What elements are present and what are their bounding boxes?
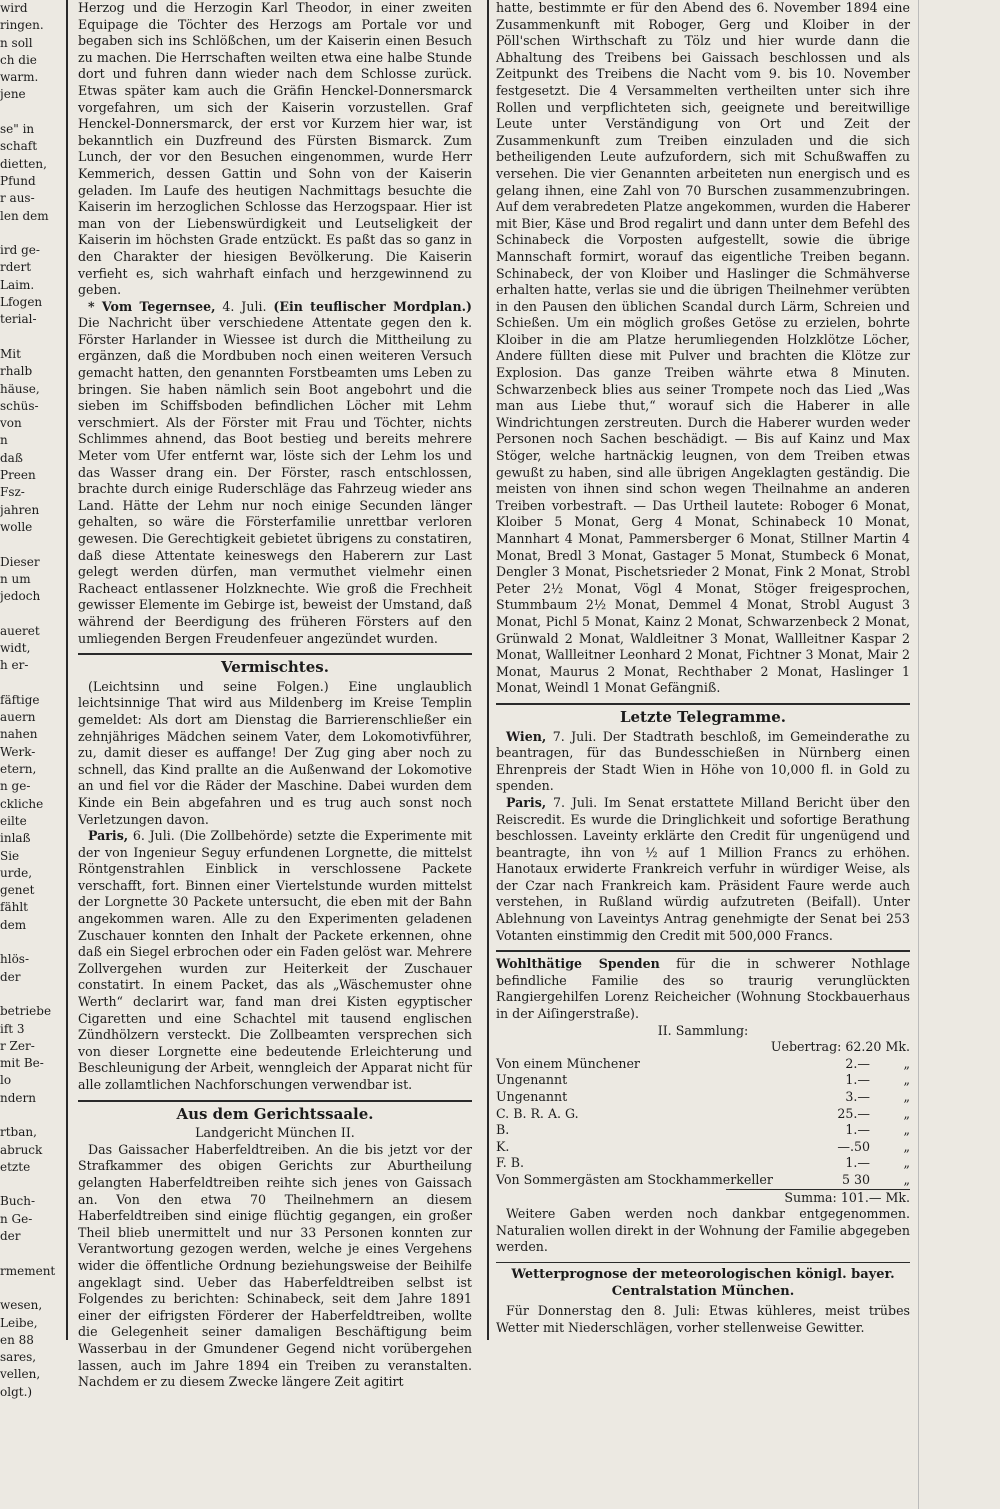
fragment-line bbox=[0, 1280, 58, 1297]
ditto-mark: „ bbox=[903, 1122, 910, 1138]
fragment-line: ift 3 bbox=[0, 1021, 25, 1036]
dateline: Paris, bbox=[506, 794, 547, 810]
fragment-line: etern, bbox=[0, 762, 37, 777]
currency-unit: Mk. bbox=[885, 1189, 910, 1205]
fragment-line: Dieser bbox=[0, 554, 40, 569]
donation-note: Weitere Gaben werden noch dankbar entgegenommen. Naturalien wollen direkt in der Wohnung der Familie abgegeben werden. bbox=[496, 1206, 910, 1255]
fragment-line: häuse, bbox=[0, 381, 40, 396]
fragment-line: n bbox=[0, 433, 8, 448]
fragment-line: schaft bbox=[0, 139, 38, 154]
fragment-line: vellen, bbox=[0, 1367, 41, 1382]
donation-appeal bbox=[496, 956, 910, 1022]
dateline: Wien, bbox=[506, 728, 547, 744]
fragment-line: dem bbox=[0, 917, 27, 932]
fragment-line: Werk- bbox=[0, 744, 36, 759]
fragment-line: Mit bbox=[0, 346, 21, 361]
telegram bbox=[496, 795, 910, 944]
collection-title: II. Sammlung: bbox=[657, 1022, 749, 1038]
donation-amount: 2.— bbox=[845, 1055, 870, 1071]
fragment-line: rhalb bbox=[0, 364, 33, 379]
donation-amount: 1.— bbox=[845, 1072, 870, 1088]
fragment-line: hlös- bbox=[0, 952, 30, 967]
donation-row bbox=[496, 1139, 910, 1156]
fragment-line: der bbox=[0, 1229, 21, 1244]
fragment-line bbox=[0, 675, 58, 692]
section-divider bbox=[496, 703, 910, 705]
fragment-line: fäftige bbox=[0, 692, 40, 707]
dateline: Paris, bbox=[88, 828, 129, 844]
donation-amount: —.50 bbox=[837, 1138, 870, 1154]
fragment-line: ch die bbox=[0, 52, 37, 67]
section-heading: Vermischtes. bbox=[221, 658, 329, 677]
fragment-line: ringen. bbox=[0, 18, 44, 33]
fragment-line: eilte bbox=[0, 813, 27, 828]
section-heading: Letzte Telegramme. bbox=[619, 707, 787, 726]
fragment-line: der bbox=[0, 969, 21, 984]
fragment-line: nahen bbox=[0, 727, 38, 742]
weather-forecast: Für Donnerstag den 8. Juli: Etwas kühleres, meist trübes Wetter mit Niederschlägen, vorher stellenweise Gewitter. bbox=[496, 1303, 910, 1335]
section-divider bbox=[496, 950, 910, 952]
fragment-line: schüs- bbox=[0, 398, 39, 413]
fragment-line: rmement bbox=[0, 1263, 56, 1278]
fragment-line: en 88 bbox=[0, 1332, 34, 1347]
donation-amount: 1.— bbox=[845, 1122, 870, 1138]
ditto-mark: „ bbox=[903, 1105, 910, 1121]
fragment-line: etzte bbox=[0, 1159, 31, 1174]
ditto-mark: „ bbox=[903, 1138, 910, 1154]
section-divider bbox=[78, 1100, 472, 1102]
donation-text: für die in schwerer Nothlage befindliche Familie des so traurig verunglückten Rangiergehilfen Lorenz Reicheicher (Wohnung Stockbauerhaus in der Aiſingerstraße). bbox=[496, 956, 910, 1022]
ditto-mark: „ bbox=[903, 1072, 910, 1088]
ditto-mark: „ bbox=[903, 1055, 910, 1071]
fragment-line: warm. bbox=[0, 70, 39, 85]
section-divider bbox=[78, 653, 472, 655]
fragment-line: n ge- bbox=[0, 779, 31, 794]
fragment-line: Laim. bbox=[0, 277, 35, 292]
article-paragraph: Das Gaissacher Haberfeldtreiben. An die bis jetzt vor der Strafkammer des obigen Gerichts zur Aburtheilung gelangten Haberfeldtreiben reihte sich jenes von Gaissach an. Von den etwa 70 Theilnehmern an diesem Haberfeldtreiben sind einige flüchtig gegangen, ein großer Theil blieb unermittelt und nur 33 Personen konnten zur Verantwortung gezogen werden, welche je eines Vergehens wider die öffentliche Ordnung beziehungsweise der Beihilfe angeklagt sind. Ueber das Haberfeldtreiben selbst ist Folgendes zu berichten: Schinabeck, seit dem Jahre 1891 einer der eifrigsten Förderer der Haberfeldtreiben, wollte die Gelegenheit seiner damaligen Beschäftigung beim Wasserbau in der Gmundener Gegend nicht vorübergehen lassen, auch im Jahre 1894 ein Treiben zu veranstalten. Nachdem er zu diesem Zwecke längere Zeit agitirt bbox=[78, 1141, 472, 1390]
donation-amount: 3.— bbox=[845, 1089, 870, 1104]
telegram bbox=[496, 729, 910, 795]
article-paragraph: hatte, bestimmte er für den Abend des 6. November 1894 eine Zusammenkunft mit Roboger, Gerg und Kloiber in der Pöll'schen Wirthschaft zu Tölz und hier wurde dann die Abhaltung des Treibens bei Gaissach beschlossen und als Zeitpunkt des Treibens die Nacht vom 9. bis 10. November festgesetzt. Die 4 Versammelten vertheilten unter sich ihre Rollen und verpflichteten sich, geeignete und bereitwillige Leute unter Verständigung von Ort und Zeit der Zusammenkunft zum Treiben einzuladen und die sich betheiligenden Leute aufzufordern, sich mit Schußwaffen zu versehen. Die vier Genannten arbeiteten nun energisch und es gelang ihnen, eine Zahl von 70 Burschen zusammenzubringen. Auf dem verabredeten Platze angekommen, wurden die Haberer mit Bier, Käse und Brod regalirt und dann unter dem Befehl des Schinabeck die Vorposten aufgestellt, sowie die übrige Mannschaft formirt, worauf das eigentliche Treiben begann. Schinabeck, der von Kloiber und Haslinger die Schmähverse erhalten hatte, verlas sie und die übrigen Theilnehmer verübten in den Pausen den üblichen Scandal durch Lärm, Schreien und Schießen. Um ein möglich großes Getöse zu erzielen, bohrte Kloiber in die am Platze herumliegenden Holzklötze Löcher, Andere füllten diese mit Pulver und brachten die Klötze zur Explosion. Das ganze Treiben währte etwa 8 Minuten. Schwarzenbeck blies aus seiner Trompete noch das Lied „Was man aus Liebe thut,“ worauf sich die Haberer in alle Windrichtungen zerstreuten. Durch die Haberer wurden weder Personen noch Sachen beschädigt. — Bis auf Kainz und Max Stöger, welche hartnäckig leugnen, von dem Treiben etwas gewußt zu haben, sind alle übrigen Angeklagten geständig. Die meisten von ihnen sind schon wegen Theilnahme an anderen Treiben vorbestraft. — Das Urtheil lautete: Roboger 6 Monat, Kloiber 5 Monat, Gerg 4 Monat, Schinabeck 10 Monat, Mannhart 4 Monat, Pammersberger 6 Monat, Stillner Martin 4 Monat, Bredl 3 Monat, Gastager 5 Monat, Stumbeck 6 Monat, Dengler 3 Monat, Pischetsrieder 2 Monat, Fink 2 Monat, Strobl Peter 2½ Monat, Vögl 4 Monat, Stöger freigesprochen, Stummbaum 2½ Monat, Demmel 4 Monat, Strobl August 3 Monat, Pichl 5 Monat, Kainz 2 Monat, Schwarzenbeck 2 Monat, Grünwald 2 Monat, Waldleitner 3 Monat, Wallleitner Kaspar 2 Monat, Wallleitner Leonhard 2 Monat, Fichtner 3 Monat, Mair 2 Monat, Maurus 2 Monat, Rechthaber 2 Monat, Haslinger 1 Monat, Weindl 1 Monat Gefängniß. bbox=[496, 0, 910, 696]
donation-row bbox=[496, 1056, 910, 1073]
fragment-line: rtban, bbox=[0, 1125, 37, 1140]
fragment-line: Fsz- bbox=[0, 485, 25, 500]
weather-heading: Wetterprognose der meteorologischen königl. bayer. Centralstation München. bbox=[511, 1266, 895, 1299]
fragment-line bbox=[0, 104, 58, 121]
donor-name: Von einem Münchener bbox=[496, 1055, 640, 1071]
fragment-line: inlaß bbox=[0, 831, 31, 846]
donor-name: F. B. bbox=[496, 1155, 525, 1171]
donor-name: Ungenannt bbox=[496, 1072, 568, 1088]
total-line bbox=[726, 1189, 910, 1207]
fragment-line: n soll bbox=[0, 35, 33, 50]
total-amount: 101.— bbox=[840, 1189, 882, 1205]
fragment-line: n Ge- bbox=[0, 1211, 33, 1226]
fragment-line: r aus- bbox=[0, 191, 35, 206]
middle-column bbox=[78, 0, 472, 1391]
dateline: * Vom Tegernsee, bbox=[88, 298, 216, 314]
left-column-fragments bbox=[0, 0, 58, 1401]
donation-row bbox=[496, 1072, 910, 1089]
telegram-body: 7. Juli. Der Stadtrath beschloß, im Gemeinderathe zu beantragen, für das Bundesschießen in Nürnberg einen Ehrenpreis der Stadt Wien in Höhe von 10,000 fl. in Gold zu spenden. bbox=[496, 728, 910, 794]
fragment-line: widt, bbox=[0, 640, 31, 655]
fragment-line: n um bbox=[0, 571, 31, 586]
article-paragraph bbox=[78, 828, 472, 1094]
total-label: Summa: bbox=[784, 1189, 837, 1205]
fragment-line: Lfogen bbox=[0, 295, 43, 310]
date: 4. Juli. bbox=[222, 298, 267, 314]
right-column bbox=[496, 0, 910, 1336]
fragment-line: wird bbox=[0, 1, 28, 15]
donor-name: Ungenannt bbox=[496, 1089, 568, 1104]
fragment-line bbox=[0, 1176, 58, 1193]
article-paragraph bbox=[78, 299, 472, 647]
fragment-line: olgt.) bbox=[0, 1384, 33, 1399]
donor-name: K. bbox=[496, 1138, 510, 1154]
fragment-line: abruck bbox=[0, 1142, 43, 1157]
section-divider bbox=[496, 1262, 910, 1263]
article-paragraph: (Leichtsinn und seine Folgen.) Eine unglaublich leichtsinnige That wird aus Mildenberg im Kreise Templin gemeldet: Als dort am Dienstag die Barrierenschließer ein zehnjähriges Mädchen seinem Vater, dem Lokomotivführer, zu, damit dieser es auffange! Der Zug ging aber noch zu schnell, das Kind prallte an die Außenwand der Lokomotive an und fiel vor die Räder der Maschine. Dabei wurden dem Kinde ein Bein abgefahren und es trug auch sonst noch Verletzungen davon. bbox=[78, 678, 472, 827]
column-rule bbox=[66, 0, 68, 1340]
fragment-line: r Zer- bbox=[0, 1038, 35, 1053]
fragment-line: von bbox=[0, 416, 22, 431]
column-rule bbox=[487, 0, 489, 1340]
fragment-line: rdert bbox=[0, 260, 32, 275]
article-body: 6. Juli. (Die Zollbehörde) setzte die Experimente mit der von Ingenieur Seguy erfundenen Lorgnette, die mittelst Röntgenstrahlen Einblick in verschlossene Packete verschafft, fort. Binnen einer Viertelstunde wurden mittelst der Lorgnette 30 Packete untersucht, die eben mit der Bahn angekommen waren. Alle zu den Experimenten geladenen Zuschauer konnten den Inhalt der Packete erkennen, ohne daß ein Siegel erbrochen oder ein Faden gelöst war. Mehrere Zollvergehen wurden zur Heiterkeit der Zuschauer constatirt. In einem Packet, das als „Wäschemuster ohne Werth“ declarirt war, fand man drei Kisten egyptischer Cigaretten und eine Schachtel mit tausend englischen Zündhölzern versteckt. Die Zollbeamten versprechen sich von dieser Lorgnette eine bedeutende Erleichterung und Beschleunigung der Arbeit, wenngleich der Apparat nicht für alle zollamtlichen Nachforschungen verwendbar ist. bbox=[78, 828, 472, 1092]
donor-name: C. B. R. A. G. bbox=[496, 1105, 579, 1121]
fragment-line: jahren bbox=[0, 502, 40, 517]
fragment-line bbox=[0, 934, 58, 951]
donation-row bbox=[496, 1155, 910, 1172]
donor-name: Von Sommergästen am Stockhammerkeller bbox=[496, 1171, 773, 1187]
fragment-line: genet bbox=[0, 883, 35, 898]
ditto-mark: „ bbox=[903, 1089, 910, 1104]
fragment-line: mit Be- bbox=[0, 1056, 44, 1071]
fragment-line: aueret bbox=[0, 623, 40, 638]
ditto-mark: „ bbox=[903, 1171, 910, 1187]
fragment-line bbox=[0, 329, 58, 346]
fragment-line bbox=[0, 536, 58, 553]
fragment-line: fählt bbox=[0, 900, 28, 915]
fragment-line: h er- bbox=[0, 658, 29, 673]
fragment-line: betriebe bbox=[0, 1004, 52, 1019]
fragment-line: ird ge- bbox=[0, 243, 40, 258]
fragment-line bbox=[0, 225, 58, 242]
carryover-line bbox=[496, 1039, 910, 1056]
fragment-line: jedoch bbox=[0, 589, 41, 604]
fragment-line: Leibe, bbox=[0, 1315, 38, 1330]
fragment-line: terial- bbox=[0, 312, 37, 327]
fragment-line: dietten, bbox=[0, 156, 47, 171]
telegram-body: 7. Juli. Im Senat erstattete Milland Bericht über den Reiscredit. Es wurde die Dringlichkeit und sofortige Berathung beschlossen. Laveinty erklärte den Credit für ungenügend und beantragte, ihn von ½ auf 1 Million Francs zu erhöhen. Hanotaux erwiderte Frankreich verfuhr in würdiger Weise, als der Czar nach Frankreich kam. Präsident Faure werde auch verstehen, in Rußland würdig aufzutreten (Beifall). Unter Ablehnung von Laveintys Antrag genehmigte der Senat bei 253 Votanten einstimmig den Credit mit 500,000 Francs. bbox=[496, 794, 910, 943]
fragment-line bbox=[0, 605, 58, 622]
donation-amount: 5 30 bbox=[841, 1171, 870, 1187]
fragment-line: sares, bbox=[0, 1350, 37, 1365]
donation-row bbox=[496, 1106, 910, 1123]
article-body: Die Nachricht über verschiedene Attentate gegen den k. Förster Harlander in Wiessee ist durch die Mittheilung zu ergänzen, daß die Mordbuben noch einen weiteren Versuch gemacht hatten, den genannten Forstbeamten ums Leben zu bringen. Sie haben nämlich sein Boot angebohrt und die sieben im Schiffsboden befindlichen Löcher mit Lehm verschmiert. Als der Förster mit Frau und Töchter, nichts Schlimmes ahnend, das Boot bestieg und bereits mehrere Meter vom Ufer entfernt war, löste sich der Lehm los und das Wasser drang ein. Der Förster, rasch entschlossen, brachte durch einige Ruderschläge das Fahrzeug wieder ans Land. Hätte der Lehm nur noch einige Secunden länger gehalten, so wäre die Försterfamilie unrettbar verloren gewesen. Die Gerechtigkeit gebietet übrigens zu constatiren, daß diese Attentate keineswegs den Haberern zur Last gelegt werden dürfen, man vermuthet vielmehr einen Racheact entlassener Holzknechte. Wie groß die Frechheit gewisser Elemente im Gebirge ist, beweist der Umstand, daß während der Beerdigung des früheren Försters auf den umliegenden Bergen Freudenfeuer angezündet wurden. bbox=[78, 315, 472, 646]
donation-table bbox=[496, 1056, 910, 1189]
fragment-line: auern bbox=[0, 710, 36, 725]
donation-row bbox=[496, 1089, 910, 1106]
donation-row bbox=[496, 1172, 910, 1189]
fragment-line bbox=[0, 1107, 58, 1124]
donor-name: B. bbox=[496, 1122, 510, 1138]
currency-unit: Mk. bbox=[885, 1039, 910, 1055]
fragment-line: jene bbox=[0, 87, 26, 102]
ditto-mark: „ bbox=[903, 1155, 910, 1171]
fragment-line: Preen bbox=[0, 468, 36, 483]
fragment-line: Buch- bbox=[0, 1194, 36, 1209]
donation-amount: 1.— bbox=[845, 1155, 870, 1171]
fragment-line: daß bbox=[0, 450, 23, 465]
fragment-line bbox=[0, 1245, 58, 1262]
fragment-line: lo bbox=[0, 1073, 12, 1088]
donation-row bbox=[496, 1122, 910, 1139]
fragment-line bbox=[0, 986, 58, 1003]
donation-heading: Wohlthätige Spenden bbox=[496, 956, 660, 972]
section-subheading: Landgericht München II. bbox=[195, 1125, 355, 1141]
fragment-line: ckliche bbox=[0, 796, 44, 811]
fragment-line: ndern bbox=[0, 1090, 36, 1105]
fragment-line: wesen, bbox=[0, 1298, 43, 1313]
page-edge bbox=[918, 0, 919, 1509]
article-title: (Ein teuflischer Mordplan.) bbox=[273, 298, 472, 314]
fragment-line: len dem bbox=[0, 208, 49, 223]
carryover-amount: 62.20 bbox=[845, 1039, 882, 1055]
article-paragraph: Herzog und die Herzogin Karl Theodor, in einer zweiten Equipage die Töchter des Herzogs am Portale vor und begaben sich ins Schlößchen, um der Kaiserin einen Besuch zu machen. Die Herrschaften weilten etwa eine halbe Stunde dort und fuhren dann wieder nach dem Schlosse zurück. Etwas später kam auch die Gräfin Henckel-Donnersmarck vorgefahren, um sich der Kaiserin vorzustellen. Graf Henckel-Donnersmarck, der erst vor Kurzem hier war, ist bekanntlich ein Duzfreund des Fürsten Bismarck. Zum Lunch, der vor den Besuchen eingenommen, wurde Herr Kemmerich, dessen Gattin und Sohn von der Kaiserin geladen. Im Laufe des heutigen Nachmittags besuchte die Kaiserin im herzoglichen Schlosse das Herzogspaar. Hier ist man von der Liebenswürdigkeit und Leutseligkeit der Kaiserin im höchsten Grade entzückt. Es paßt das so ganz in den Charakter der hiesigen Bevölkerung. Die Kaiserin verfieht es, sich wahrhaft einfach und herzgewinnend zu geben. bbox=[78, 0, 472, 298]
fragment-line: se" in bbox=[0, 122, 35, 137]
fragment-line: Pfund bbox=[0, 173, 36, 188]
fragment-line: wolle bbox=[0, 519, 33, 534]
section-heading: Aus dem Gerichtssaale. bbox=[176, 1104, 374, 1123]
donation-amount: 25.— bbox=[837, 1105, 870, 1121]
fragment-line: Sie bbox=[0, 848, 20, 863]
carryover-label: Uebertrag: bbox=[770, 1039, 842, 1055]
fragment-line: urde, bbox=[0, 865, 33, 880]
